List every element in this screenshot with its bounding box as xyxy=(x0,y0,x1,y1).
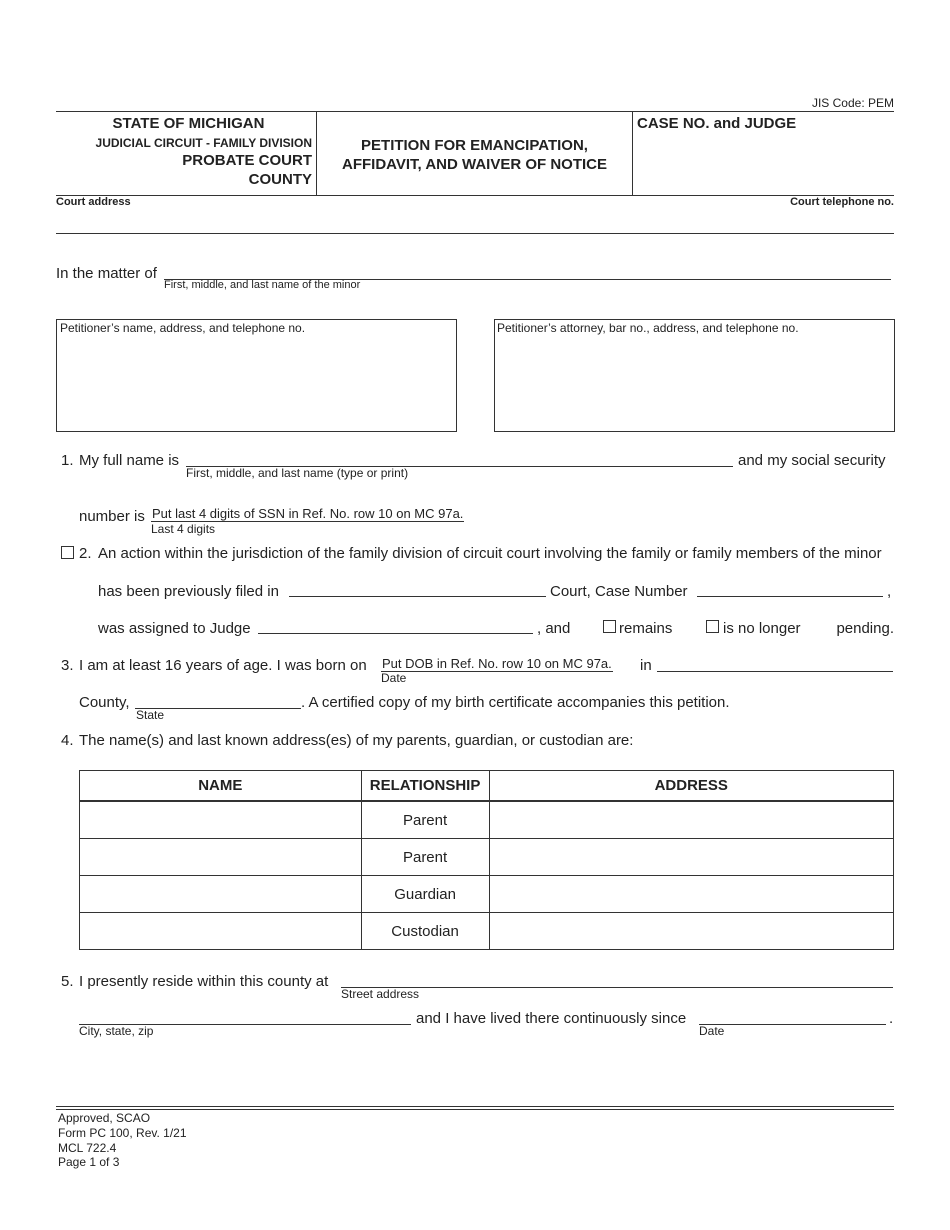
city-caption: City, state, zip xyxy=(79,1024,154,1038)
parents-table xyxy=(79,770,894,950)
row-relationship-cell: Parent xyxy=(361,839,489,876)
number-is-label: number is xyxy=(79,508,145,525)
row-name-cell[interactable] xyxy=(80,839,362,876)
no-longer-checkbox[interactable] xyxy=(706,620,719,633)
table-row xyxy=(80,801,894,839)
ssn-caption: Last 4 digits xyxy=(151,522,216,536)
footer-rule-2 xyxy=(56,1109,894,1110)
lived-since-field[interactable] xyxy=(699,1006,886,1025)
jis-code: JIS Code: PEM xyxy=(811,96,894,110)
row-name-cell[interactable] xyxy=(80,801,362,839)
item5-period: . xyxy=(889,1010,894,1027)
state-title: STATE OF MICHIGAN xyxy=(112,115,265,132)
assigned-judge-label: was assigned to Judge xyxy=(98,620,251,637)
item3-text: I am at least 16 years of age. I was born on xyxy=(79,657,367,674)
item2-text: An action within the jurisdiction of the family division of circuit court involving the family or family members of the minor xyxy=(98,545,882,562)
lived-text: and I have lived there continuously since xyxy=(416,1010,687,1027)
item4-number: 4. xyxy=(61,732,74,749)
in-label: in xyxy=(640,657,652,674)
row-name-cell[interactable] xyxy=(80,876,362,913)
city-state-zip-field[interactable] xyxy=(79,1006,411,1025)
row-address-cell[interactable] xyxy=(489,801,893,839)
full-name-caption: First, middle, and last name (type or print) xyxy=(186,466,409,480)
minor-name-field[interactable] xyxy=(164,261,891,280)
full-name-field[interactable] xyxy=(186,448,733,467)
footer-rule-1 xyxy=(56,1106,894,1107)
item2-checkbox[interactable] xyxy=(61,546,74,559)
footer-page: Page 1 of 3 xyxy=(58,1155,120,1169)
court-address-rule xyxy=(56,233,894,234)
item4-text: The name(s) and last known address(es) of my parents, guardian, or custodian are: xyxy=(79,732,634,749)
col-header-address: ADDRESS xyxy=(489,771,893,802)
petitioner-box-label: Petitioner’s name, address, and telephone no. xyxy=(60,321,306,335)
item2-number: 2. xyxy=(79,545,92,562)
footer-form: Form PC 100, Rev. 1/21 xyxy=(58,1126,187,1140)
county-comma-label: County, xyxy=(79,694,130,711)
county-label: COUNTY xyxy=(248,171,312,188)
certified-text: . A certified copy of my birth certificate accompanies this petition. xyxy=(301,694,730,711)
filed-court-field[interactable] xyxy=(289,578,546,597)
footer-approved: Approved, SCAO xyxy=(58,1111,151,1125)
attorney-box[interactable] xyxy=(494,319,895,432)
lived-date-caption: Date xyxy=(699,1024,725,1038)
court-case-label: Court, Case Number xyxy=(550,583,688,600)
table-header-row xyxy=(80,771,894,802)
item1-text: My full name is xyxy=(79,452,180,469)
circuit-label: JUDICIAL CIRCUIT - FAMILY DIVISION xyxy=(95,136,312,150)
form-title-line2: AFFIDAVIT, AND WAIVER OF NOTICE xyxy=(342,156,607,173)
row-name-cell[interactable] xyxy=(80,913,362,950)
case-number-comma: , xyxy=(887,583,892,600)
matter-label: In the matter of xyxy=(56,265,157,282)
no-longer-label: is no longer xyxy=(723,620,801,637)
footer-mcl: MCL 722.4 xyxy=(58,1141,117,1155)
state-caption: State xyxy=(136,708,165,722)
remains-label: remains xyxy=(619,620,673,637)
col-header-name: NAME xyxy=(80,771,362,802)
item3-number: 3. xyxy=(61,657,74,674)
pending-label: pending. xyxy=(836,620,894,637)
attorney-box-label: Petitioner’s attorney, bar no., address, and telephone no. xyxy=(497,321,799,335)
ssn-field[interactable]: Put last 4 digits of SSN in Ref. No. row 10 on MC 97a. xyxy=(152,506,464,521)
header-divider-2 xyxy=(632,111,633,195)
court-address-label: Court address xyxy=(56,196,131,208)
petitioner-box[interactable] xyxy=(56,319,457,432)
court-phone-label: Court telephone no. xyxy=(790,196,894,208)
header-top-rule xyxy=(56,111,894,112)
case-no-label: CASE NO. and JUDGE xyxy=(637,115,797,132)
street-address-field[interactable] xyxy=(341,969,893,988)
row-address-cell[interactable] xyxy=(489,876,893,913)
row-address-cell[interactable] xyxy=(489,913,893,950)
remains-checkbox[interactable] xyxy=(603,620,616,633)
table-row xyxy=(80,839,894,876)
row-relationship-cell: Guardian xyxy=(361,876,489,913)
item1-number: 1. xyxy=(61,452,74,469)
judge-field[interactable] xyxy=(258,615,533,634)
form-title-line1: PETITION FOR EMANCIPATION, xyxy=(361,137,588,154)
case-number-field[interactable] xyxy=(697,578,883,597)
case-no-field[interactable] xyxy=(634,135,892,193)
birth-state-field[interactable] xyxy=(135,690,301,709)
header-bottom-rule xyxy=(56,195,894,196)
item5-number: 5. xyxy=(61,973,74,990)
and-label: , and xyxy=(537,620,571,637)
row-address-cell[interactable] xyxy=(489,839,893,876)
table-row xyxy=(80,876,894,913)
item5-text: I presently reside within this county at xyxy=(79,973,329,990)
court-address-field[interactable] xyxy=(56,212,894,232)
probate-court-label: PROBATE COURT xyxy=(182,152,312,169)
filed-in-label: has been previously filed in xyxy=(98,583,279,600)
row-relationship-cell: Custodian xyxy=(361,913,489,950)
col-header-relationship: RELATIONSHIP xyxy=(361,771,489,802)
dob-caption: Date xyxy=(381,671,407,685)
street-address-caption: Street address xyxy=(341,987,420,1001)
table-row xyxy=(80,913,894,950)
minor-name-caption: First, middle, and last name of the minor xyxy=(164,279,361,291)
row-relationship-cell: Parent xyxy=(361,801,489,839)
dob-field[interactable]: Put DOB in Ref. No. row 10 on MC 97a. xyxy=(382,656,612,671)
ssn-text: and my social security xyxy=(738,452,886,469)
birth-county-field[interactable] xyxy=(657,653,893,672)
